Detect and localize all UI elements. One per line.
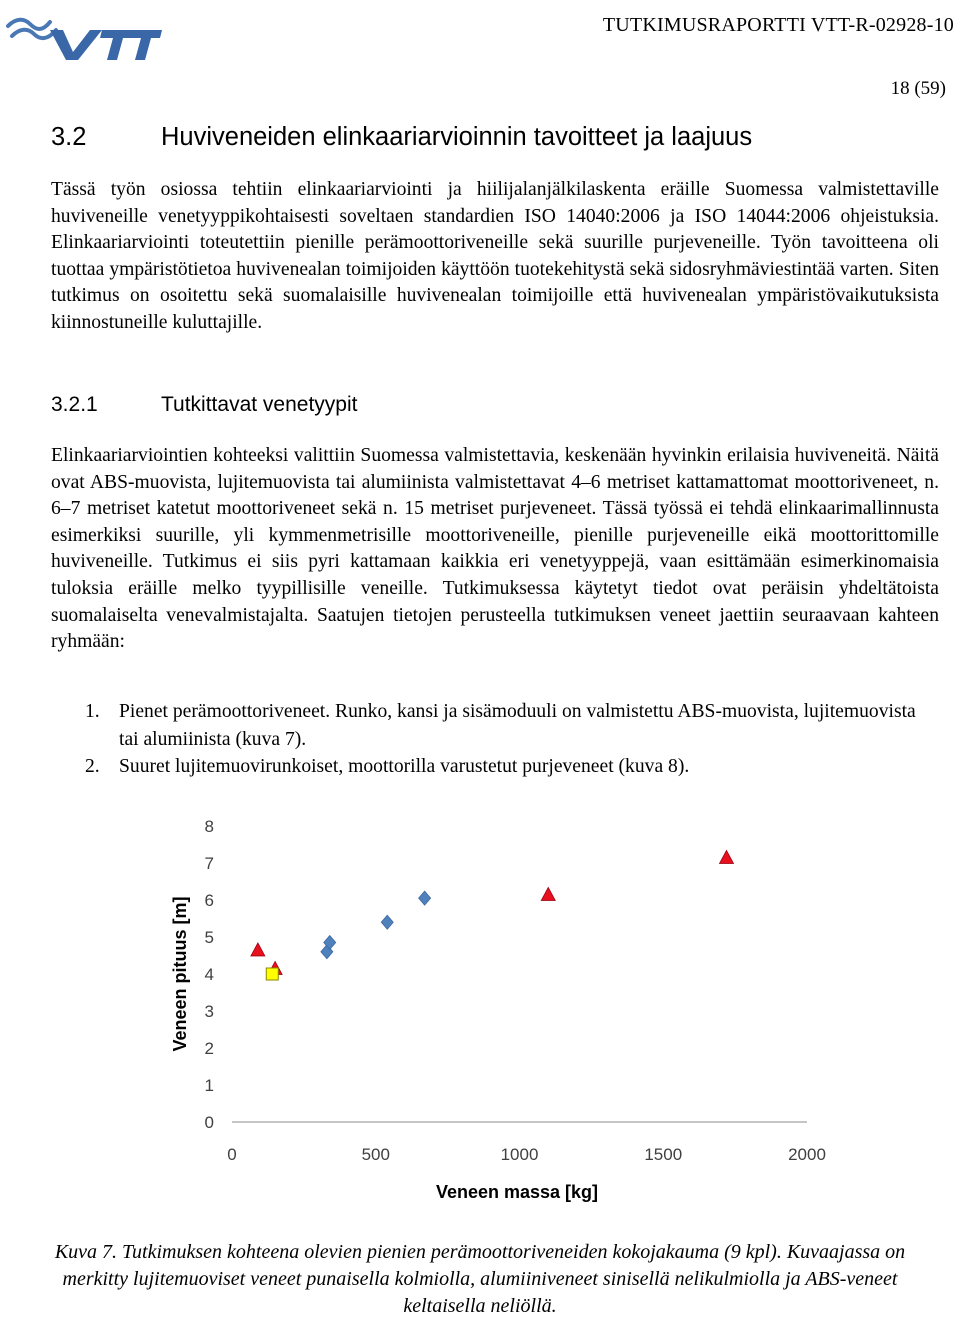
boat-group-list <box>51 698 939 781</box>
diamond-point <box>381 915 393 929</box>
page-number: 18 (59) <box>890 78 946 99</box>
subsection-paragraph: Elinkaariarviointien kohteeksi valittiin Suomessa valmistettavia, keskenään hyvinkin erilaisia huviveneitä. Näitä ovat ABS-muovista, lujitemuovista tai alumiinista valmistettavat 4–6 metriset kattamattomat moottoriveneet, n. 6–7 metriset katetut moottoriveneet sekä n. 15 metriset purjeveneet. Tässä työssä ei tehdä elinkaarimallinnusta esimerkiksi suurille, yli kymmenmetrisille moottoriveneille, pienille purjeveneille eikä moottorittomille huviveneille. Tutkimus ei siis pyri kattamaan kaikkia eri venetyyppejä, vaan esittämään esimerkinomaisia tuloksia eräille melko tyypillisille veneille. Tutkimuksessa käytetyt tiedot ovat peräisin yhdeltätoista suomalaiselta venevalmistajalta. Saatujen tietojen perusteella tutkimuksen veneet jaettiin seuraavaan kahteen ryhmään: <box>51 445 939 653</box>
x-tick-label: 0 <box>227 1145 237 1164</box>
list-marker: 2. <box>85 756 100 777</box>
diamond-point <box>419 891 431 905</box>
list-item <box>51 753 939 781</box>
x-tick-label: 1000 <box>500 1145 539 1164</box>
y-tick-label: 2 <box>204 1039 214 1058</box>
y-tick-label: 7 <box>204 854 214 873</box>
triangle-point <box>251 943 265 956</box>
x-tick-label: 2000 <box>788 1145 826 1164</box>
vtt-logo <box>6 8 162 64</box>
y-tick-label: 3 <box>204 1002 214 1021</box>
y-tick-label: 4 <box>204 965 214 984</box>
y-tick-label: 1 <box>204 1076 214 1095</box>
triangle-point <box>541 887 555 900</box>
subsection-heading <box>51 393 357 417</box>
subsection-title: Tutkittavat venetyypit <box>161 393 358 416</box>
x-tick-label: 1500 <box>644 1145 683 1164</box>
y-tick-label: 6 <box>204 891 214 910</box>
data-points <box>251 850 734 980</box>
section-title: Huviveneiden elinkaariarvioinnin tavoitteet ja laajuus <box>161 123 753 151</box>
x-tick-labels <box>227 1145 826 1164</box>
report-id: TUTKIMUSRAPORTTI VTT-R-02928-10 <box>602 14 954 36</box>
y-tick-labels <box>205 817 214 1132</box>
subsection-number: 3.2.1 <box>51 393 98 416</box>
x-tick-label: 500 <box>361 1145 390 1164</box>
square-point <box>266 968 278 980</box>
list-item-text: Pienet perämoottoriveneet. Runko, kansi ja sisämoduuli on valmistettu ABS-muovista, lujitemuovista tai alumiinista (kuva 7). <box>119 701 916 750</box>
y-tick-label: 0 <box>204 1113 214 1132</box>
section-number: 3.2 <box>51 123 87 151</box>
scatter-chart <box>160 808 840 1216</box>
triangle-point <box>720 850 734 863</box>
list-item <box>51 698 939 753</box>
y-tick-label: 5 <box>204 928 214 947</box>
figure-caption: Kuva 7. Tutkimuksen kohteena olevien pienien perämoottoriveneiden kokojakauma (9 kpl). Kuvaajassa on merkitty lujitemuoviset veneet punaisella kolmiolla, alumiiniveneet sinisellä nelikulmiolla ja ABS-veneet keltaisella neliöllä. <box>54 1241 906 1317</box>
list-item-text: Suuret lujitemuovirunkoiset, moottorilla varustetut purjeveneet (kuva 8). <box>119 756 690 777</box>
x-axis-label: Veneen massa [kg] <box>435 1182 599 1202</box>
section-heading <box>51 123 752 152</box>
y-tick-label: 8 <box>204 817 214 836</box>
y-axis-label: Veneen pituus [m] <box>170 896 190 1052</box>
section-paragraph: Tässä työn osiossa tehtiin elinkaariarviointi ja hiilijalanjälkilaskenta eräille Suomessa valmistettaville huviveneille venetyyppikohtaisesti soveltaen standardien ISO 14040:2006 ja ISO 14044:2006 ohjeistuksia. Elinkaariarviointi toteutettiin pienille perämoottoriveneille sekä suurille purjeveneille. Työn tavoitteena oli tuottaa ympäristötietoa huvivenealan toimijoiden käyttöön tuotekehitystä sekä sidosryhmäviestintää varten. Siten tutkimus on osoitettu sekä suomalaisille huvivenealan toimijoille että huvivenealan ympäristövaikutuksista kiinnostuneille kuluttajille. <box>51 179 939 333</box>
list-marker: 1. <box>85 701 100 722</box>
